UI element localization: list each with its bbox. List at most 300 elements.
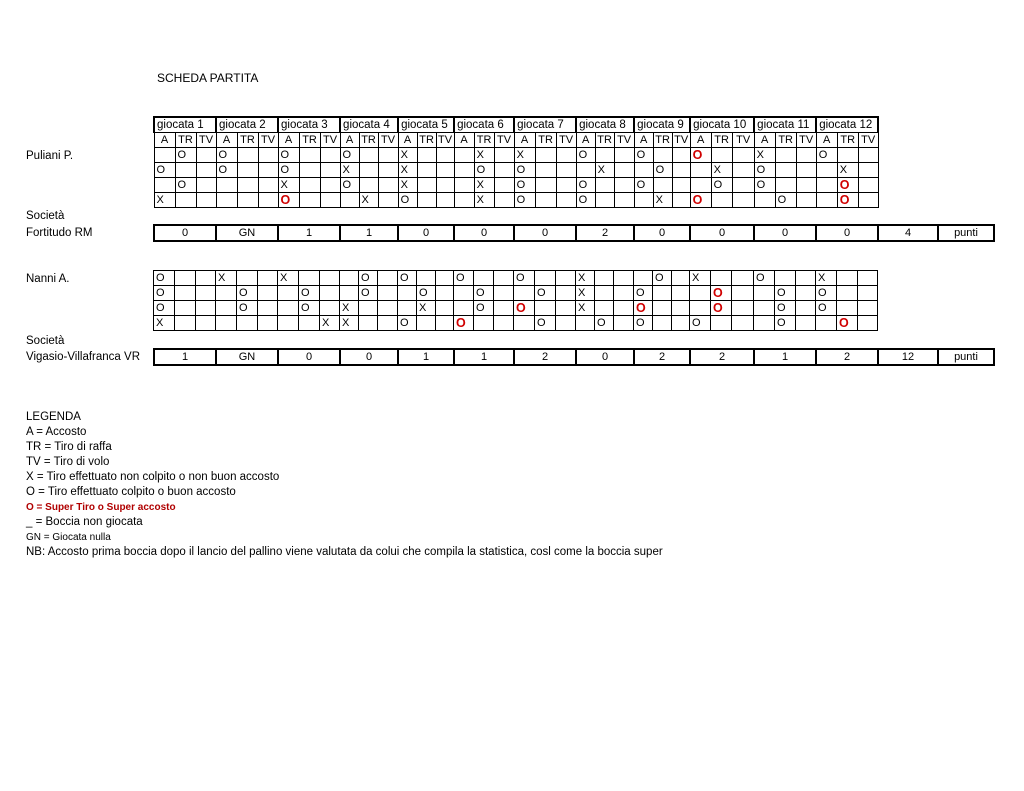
giocata-header-8: giocata 8: [576, 117, 634, 133]
subcol-tr: TR: [653, 133, 672, 148]
shot-cell: [614, 271, 634, 286]
shot-cell: [378, 301, 398, 316]
subcol-a: A: [278, 133, 299, 148]
shot-cell: [278, 286, 299, 301]
shot-cell: [196, 316, 216, 331]
shot-cell: [614, 163, 634, 178]
shot-cell: O: [474, 163, 494, 178]
shot-cell: [398, 286, 417, 301]
player-2-societa: Vigasio-Villafranca VR: [26, 351, 140, 363]
shot-cell: O: [535, 286, 556, 301]
shot-cell: [576, 316, 595, 331]
shot-cell: [796, 286, 816, 301]
shot-cell: O: [690, 148, 711, 163]
shot-cell: O: [359, 271, 378, 286]
shot-cell: [216, 316, 237, 331]
subcol-tv: TV: [494, 133, 514, 148]
shot-cell: [595, 271, 614, 286]
subcol-tr: TR: [775, 133, 796, 148]
shot-cell: [417, 271, 436, 286]
shot-cell: O: [359, 286, 378, 301]
shot-cell: [417, 178, 436, 193]
shot-cell: [417, 148, 436, 163]
shot-cell: [320, 271, 340, 286]
shot-cell: X: [690, 271, 711, 286]
shot-cell: [672, 271, 690, 286]
shot-cell: [690, 178, 711, 193]
shot-cell: O: [237, 301, 258, 316]
shot-cell: O: [474, 286, 494, 301]
shot-cell: [154, 148, 175, 163]
shot-cell: [196, 163, 216, 178]
shot-cell: [535, 178, 556, 193]
shot-cell: [299, 178, 320, 193]
shot-cell: O: [634, 178, 653, 193]
shot-cell: [816, 178, 837, 193]
shot-cell: [796, 178, 816, 193]
shot-cell: [278, 316, 299, 331]
shot-cell: [556, 271, 576, 286]
shot-cell: O: [514, 271, 535, 286]
shot-cell: O: [154, 286, 175, 301]
player-1-societa: Fortitudo RM: [26, 227, 93, 239]
shot-cell: X: [837, 163, 858, 178]
shot-cell: [653, 178, 672, 193]
shot-cell: [653, 316, 672, 331]
shot-cell: X: [320, 316, 340, 331]
shot-cell: [278, 301, 299, 316]
shot-cell: X: [340, 301, 359, 316]
shot-cell: O: [514, 193, 535, 208]
giocata-header-7: giocata 7: [514, 117, 576, 133]
shot-cell: X: [154, 316, 175, 331]
subcol-a: A: [816, 133, 837, 148]
subcol-tv: TV: [614, 133, 634, 148]
shot-cell: [556, 301, 576, 316]
subcol-tv: TV: [796, 133, 816, 148]
shot-cell: [494, 316, 514, 331]
subcol-tr: TR: [837, 133, 858, 148]
shot-cell: O: [837, 193, 858, 208]
shot-cell: [436, 178, 454, 193]
shot-cell: [595, 178, 614, 193]
shot-cell: [711, 193, 732, 208]
shot-cell: O: [711, 178, 732, 193]
shot-cell: [595, 301, 614, 316]
shot-cell: O: [690, 193, 711, 208]
shot-cell: O: [216, 148, 237, 163]
shot-cell: O: [775, 193, 796, 208]
shot-cell: [754, 286, 775, 301]
shot-cell: [732, 286, 754, 301]
legend: [26, 410, 663, 560]
shot-cell: O: [634, 148, 653, 163]
shot-cell: [535, 193, 556, 208]
shot-cell: [535, 148, 556, 163]
shot-cell: [340, 286, 359, 301]
shot-cell: [672, 193, 690, 208]
giocata-score: 1: [454, 349, 514, 365]
shot-cell: [672, 286, 690, 301]
shot-cell: [858, 178, 878, 193]
shot-cell: O: [340, 148, 359, 163]
subcol-tr: TR: [417, 133, 436, 148]
shot-cell: [494, 286, 514, 301]
shot-cell: [299, 148, 320, 163]
shot-cell: [614, 316, 634, 331]
shot-cell: [299, 271, 320, 286]
giocata-score: 0: [754, 225, 816, 241]
shot-cell: [154, 178, 175, 193]
shot-cell: [576, 163, 595, 178]
shot-cell: O: [576, 178, 595, 193]
subcol-tr: TR: [474, 133, 494, 148]
shot-cell: [711, 316, 732, 331]
shot-cell: O: [154, 163, 175, 178]
legend-nb: NB: Accosto prima boccia dopo il lancio del pallino viene valutata da colui che compila la statistica, cosl come la boccia super: [26, 546, 663, 558]
giocata-score: GN: [216, 225, 278, 241]
shot-cell: X: [154, 193, 175, 208]
shot-cell: O: [754, 163, 775, 178]
total-points: 12: [878, 349, 938, 365]
player-1-name: Puliani P.: [26, 150, 74, 162]
subcol-a: A: [398, 133, 417, 148]
shot-cell: [258, 163, 278, 178]
shot-cell: [535, 301, 556, 316]
shot-cell: [175, 301, 196, 316]
shot-cell: [175, 193, 196, 208]
subcol-a: A: [154, 133, 175, 148]
shot-cell: [556, 178, 576, 193]
shot-cell: [690, 163, 711, 178]
subcol-a: A: [454, 133, 474, 148]
shot-cell: O: [711, 286, 732, 301]
shot-cell: [237, 271, 258, 286]
shot-cell: [732, 301, 754, 316]
shot-cell: [595, 148, 614, 163]
shot-cell: [711, 271, 732, 286]
shot-cell: [775, 178, 796, 193]
giocata-score: 0: [514, 225, 576, 241]
giocata-score: 0: [454, 225, 514, 241]
giocata-score: 0: [154, 225, 216, 241]
shot-cell: [175, 286, 196, 301]
shot-cell: [732, 271, 754, 286]
giocata-header-5: giocata 5: [398, 117, 454, 133]
shot-cell: O: [816, 286, 837, 301]
giocata-score: 0: [340, 349, 398, 365]
shot-cell: [237, 316, 258, 331]
giocata-score: 0: [816, 225, 878, 241]
shot-cell: [494, 163, 514, 178]
shot-cell: O: [754, 178, 775, 193]
shot-cell: [494, 271, 514, 286]
giocata-header-9: giocata 9: [634, 117, 690, 133]
shot-cell: [436, 286, 454, 301]
shot-cell: [417, 316, 436, 331]
shot-cell: [672, 178, 690, 193]
table-row: [154, 178, 878, 193]
shot-cell: [556, 286, 576, 301]
shot-cell: [614, 301, 634, 316]
shot-cell: [796, 148, 816, 163]
shot-cell: [653, 148, 672, 163]
subcol-tr: TR: [535, 133, 556, 148]
shot-cell: O: [837, 316, 858, 331]
shot-cell: [454, 148, 474, 163]
shot-cell: [535, 163, 556, 178]
shot-cell: [672, 148, 690, 163]
shot-cell: [196, 301, 216, 316]
shot-cell: X: [398, 148, 417, 163]
giocata-score: 2: [576, 225, 634, 241]
shot-cell: [474, 271, 494, 286]
shot-cell: [320, 163, 340, 178]
shot-cell: [320, 148, 340, 163]
shot-cell: [454, 163, 474, 178]
shot-cell: O: [154, 271, 175, 286]
giocata-score: 2: [816, 349, 878, 365]
giocate-header: [154, 117, 878, 133]
shot-cell: [196, 271, 216, 286]
player-2-grid: [153, 270, 878, 331]
shot-cell: [299, 193, 320, 208]
shot-cell: [454, 301, 474, 316]
shot-cell: [378, 271, 398, 286]
shot-cell: [494, 193, 514, 208]
shot-cell: [816, 316, 837, 331]
shot-cell: X: [474, 148, 494, 163]
shot-cell: [175, 271, 196, 286]
shot-cell: O: [398, 193, 417, 208]
shot-cell: [754, 301, 775, 316]
shot-cell: X: [340, 163, 359, 178]
subcol-a: A: [690, 133, 711, 148]
shot-cell: [359, 178, 378, 193]
shot-cell: [614, 148, 634, 163]
shot-cell: [454, 178, 474, 193]
shot-cell: [672, 316, 690, 331]
table-row: [154, 301, 878, 316]
player-2-name: Nanni A.: [26, 273, 70, 285]
shot-cell: X: [278, 178, 299, 193]
punti-label: punti: [938, 349, 994, 365]
shot-cell: [359, 301, 378, 316]
shot-cell: [378, 178, 398, 193]
shot-cell: O: [278, 193, 299, 208]
giocata-header-3: giocata 3: [278, 117, 340, 133]
table-row: [154, 316, 878, 331]
shot-cell: O: [514, 163, 535, 178]
legend-super: O = Super Tiro o Super accosto: [26, 502, 176, 513]
subcol-tv: TV: [378, 133, 398, 148]
giocata-score: 0: [634, 225, 690, 241]
shot-cell: [258, 271, 278, 286]
shot-cell: O: [837, 178, 858, 193]
legend-item: TV = Tiro di volo: [26, 456, 110, 468]
shot-cell: [340, 193, 359, 208]
shot-cell: [732, 148, 754, 163]
shot-cell: [237, 193, 258, 208]
shot-cell: [398, 301, 417, 316]
shot-cell: O: [775, 316, 796, 331]
giocata-header-10: giocata 10: [690, 117, 754, 133]
shot-cell: X: [398, 163, 417, 178]
legend-item: A = Accosto: [26, 426, 87, 438]
shot-cell: [614, 193, 634, 208]
giocata-header-2: giocata 2: [216, 117, 278, 133]
shot-cell: [754, 193, 775, 208]
shot-cell: X: [576, 286, 595, 301]
shot-cell: X: [711, 163, 732, 178]
shot-cell: O: [816, 148, 837, 163]
subcol-tv: TV: [732, 133, 754, 148]
shot-cell: [556, 316, 576, 331]
shot-cell: [436, 148, 454, 163]
shot-cell: [837, 286, 858, 301]
subcol-tv: TV: [556, 133, 576, 148]
shot-cell: [634, 163, 653, 178]
shot-cell: [320, 286, 340, 301]
shot-cell: [858, 193, 878, 208]
shot-cell: [732, 163, 754, 178]
shot-cell: [732, 193, 754, 208]
legend-non-giocata: _ = Boccia non giocata: [26, 516, 143, 528]
shot-cell: [816, 193, 837, 208]
shot-cell: [378, 163, 398, 178]
shot-cell: O: [535, 316, 556, 331]
shot-cell: [690, 301, 711, 316]
shot-cell: O: [154, 301, 175, 316]
shot-cell: O: [278, 148, 299, 163]
table-row: [154, 148, 878, 163]
player-1-grid: [153, 116, 879, 208]
shot-cell: X: [340, 316, 359, 331]
giocata-score: GN: [216, 349, 278, 365]
subcol-tv: TV: [258, 133, 278, 148]
shot-cell: [556, 148, 576, 163]
shot-cell: [359, 163, 378, 178]
legend-title: LEGENDA: [26, 411, 81, 423]
shot-cell: [436, 163, 454, 178]
shot-cell: [474, 316, 494, 331]
shot-cell: X: [576, 271, 595, 286]
shot-cell: [514, 316, 535, 331]
shot-cell: [196, 286, 216, 301]
shot-cell: [216, 301, 237, 316]
shot-cell: O: [474, 301, 494, 316]
subcols-header: [154, 133, 878, 148]
shot-cell: [494, 148, 514, 163]
shot-cell: [858, 301, 878, 316]
shot-cell: [595, 193, 614, 208]
giocata-score: 0: [690, 225, 754, 241]
giocata-score: 0: [576, 349, 634, 365]
shot-cell: [672, 163, 690, 178]
shot-cell: O: [711, 301, 732, 316]
subcol-a: A: [754, 133, 775, 148]
shot-cell: [417, 163, 436, 178]
shot-cell: [258, 316, 278, 331]
shot-cell: [796, 301, 816, 316]
shot-cell: O: [754, 271, 775, 286]
table-row: [154, 193, 878, 208]
shot-cell: [858, 286, 878, 301]
shot-cell: O: [398, 271, 417, 286]
legend-item: TR = Tiro di raffa: [26, 441, 112, 453]
shot-cell: [175, 163, 196, 178]
shot-cell: [732, 316, 754, 331]
shot-cell: [378, 316, 398, 331]
shot-cell: [672, 301, 690, 316]
shot-cell: O: [278, 163, 299, 178]
shot-cell: [436, 193, 454, 208]
page-title: SCHEDA PARTITA: [157, 71, 259, 85]
shot-cell: [858, 271, 878, 286]
shot-cell: X: [514, 148, 535, 163]
shot-cell: [858, 148, 878, 163]
shot-cell: [653, 301, 672, 316]
shot-cell: [196, 148, 216, 163]
shot-cell: [494, 301, 514, 316]
shot-cell: [858, 316, 878, 331]
shot-cell: [634, 271, 653, 286]
giocata-score: 2: [690, 349, 754, 365]
subcol-a: A: [514, 133, 535, 148]
giocata-score: 1: [398, 349, 454, 365]
shot-cell: O: [775, 301, 796, 316]
shot-cell: [378, 286, 398, 301]
shot-cell: [614, 286, 634, 301]
shot-cell: [796, 316, 816, 331]
shot-cell: [216, 193, 237, 208]
giocata-header-12: giocata 12: [816, 117, 878, 133]
shot-cell: X: [417, 301, 436, 316]
table-row: [154, 286, 878, 301]
shot-cell: X: [398, 178, 417, 193]
subcol-tr: TR: [595, 133, 614, 148]
shot-cell: O: [398, 316, 417, 331]
shot-cell: [196, 193, 216, 208]
shot-cell: O: [299, 286, 320, 301]
shot-cell: [237, 148, 258, 163]
shot-cell: X: [576, 301, 595, 316]
shot-cell: [775, 148, 796, 163]
shot-cell: [299, 163, 320, 178]
subcol-tv: TV: [320, 133, 340, 148]
shot-cell: [858, 163, 878, 178]
giocata-score: 0: [278, 349, 340, 365]
shot-cell: [378, 193, 398, 208]
shot-cell: [258, 301, 278, 316]
player-1-scores: [153, 224, 995, 242]
table-row: [154, 271, 878, 286]
shot-cell: [754, 316, 775, 331]
shot-cell: O: [634, 286, 653, 301]
shot-cell: [796, 163, 816, 178]
shot-cell: [837, 271, 858, 286]
subcol-tr: TR: [359, 133, 378, 148]
shot-cell: X: [816, 271, 837, 286]
shot-cell: O: [514, 178, 535, 193]
giocata-score: 1: [754, 349, 816, 365]
shot-cell: O: [634, 301, 653, 316]
shot-cell: O: [514, 301, 535, 316]
giocata-score: 2: [514, 349, 576, 365]
shot-cell: [320, 178, 340, 193]
shot-cell: [494, 178, 514, 193]
legend-gn: GN = Giocata nulla: [26, 532, 111, 543]
